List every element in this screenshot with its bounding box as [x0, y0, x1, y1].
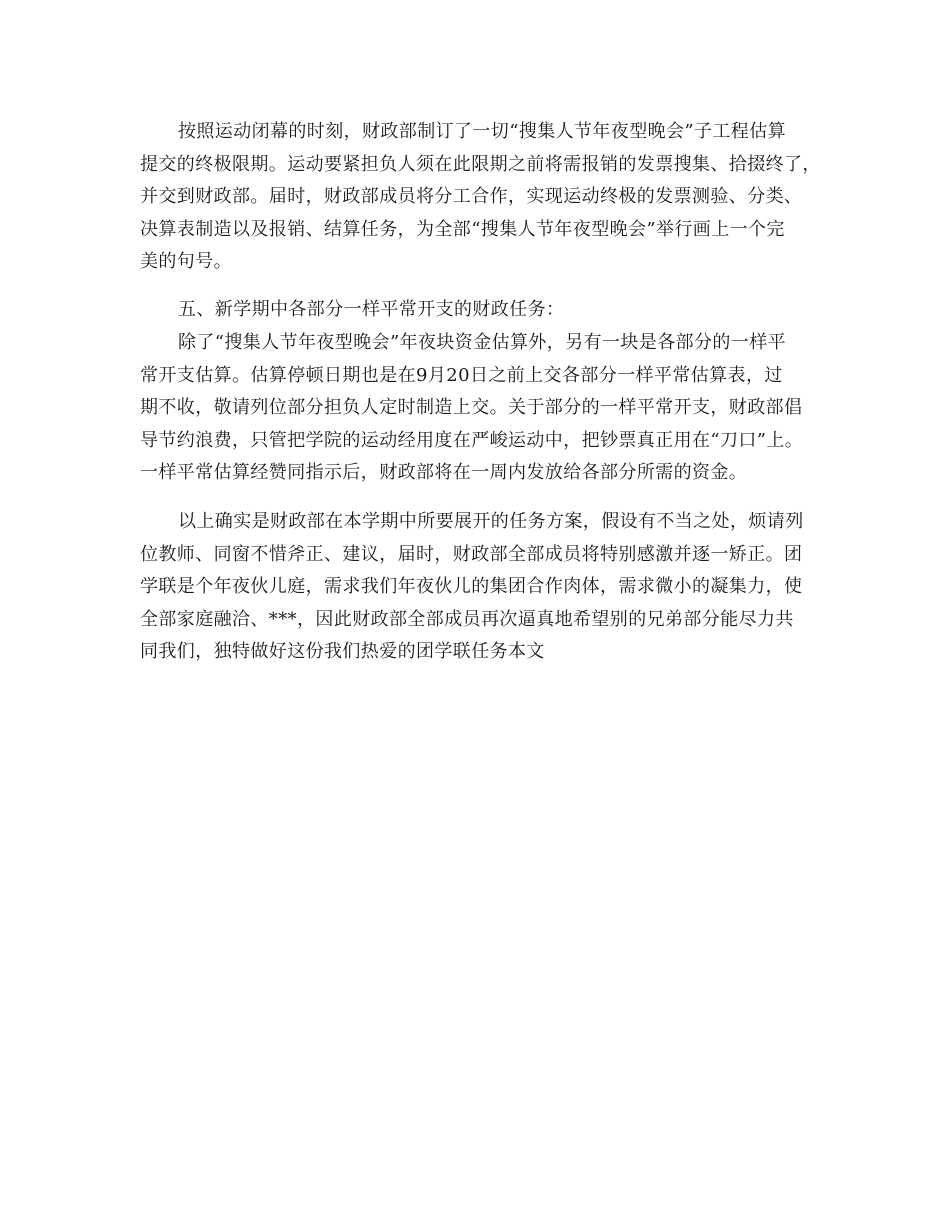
- text-line: 美的句号。: [140, 251, 232, 272]
- text-line: 期不收，敬请列位部分担负人定时制造上交。关于部分的一样平常开支，财政部倡: [140, 397, 803, 418]
- text-line: 以上确实是财政部在本学期中所要展开的任务方案，假设有不当之处，烦请列: [178, 511, 804, 532]
- paragraph-deadline: [140, 116, 820, 279]
- section-heading: [140, 294, 820, 327]
- text-line: 导节约浪费，只管把学院的运动经用度在严峻运动中，把钞票真正用在“刀口”上。: [140, 429, 804, 451]
- text-line: 除了“搜集人节年夜型晚会”年夜块资金估算外，另有一块是各部分的一样平: [178, 332, 787, 353]
- text-line: 按照运动闭幕的时刻，财政部制订了一切“搜集人节年夜型晚会”子工程估算: [178, 121, 787, 142]
- text-line: 提交的终极限期。运动要紧担负人须在此限期之前将需报销的发票搜集、拾掇终了，: [140, 153, 821, 175]
- text-line: 学联是个年夜伙儿庭，需求我们年夜伙儿的集团合作肉体，需求微小的凝集力，使: [140, 576, 803, 597]
- text-line: 位教师、同窗不惜斧正、建议，届时，财政部全部成员将特别感激并逐一矫正。团: [140, 543, 803, 565]
- text-line: 全部家庭融洽、***，因此财政部全部成员再次逼真地希望别的兄弟部分能尽力共: [140, 608, 794, 630]
- text-line: 并交到财政部。届时，财政部成员将分工合作，实现运动终极的发票测验、分类、: [140, 186, 803, 207]
- paragraph-budget: [140, 327, 820, 490]
- text-line: 同我们，独特做好这份我们热爱的团学联任务本文: [140, 641, 545, 662]
- paragraph-closing: [140, 506, 820, 669]
- text-line: 决算表制造以及报销、结算任务，为全部“搜集人节年夜型晚会”举行画上一个完: [140, 218, 785, 240]
- text-line: 常开支估算。估算停顿日期也是在9月20日之前上交各部分一样平常估算表，过: [140, 364, 783, 386]
- text-line: 一样平常估算经赞同指示后，财政部将在一周内发放给各部分所需的资金。: [140, 462, 748, 483]
- section-title: 五、新学期中各部分一样平常开支的财政任务：: [178, 299, 565, 320]
